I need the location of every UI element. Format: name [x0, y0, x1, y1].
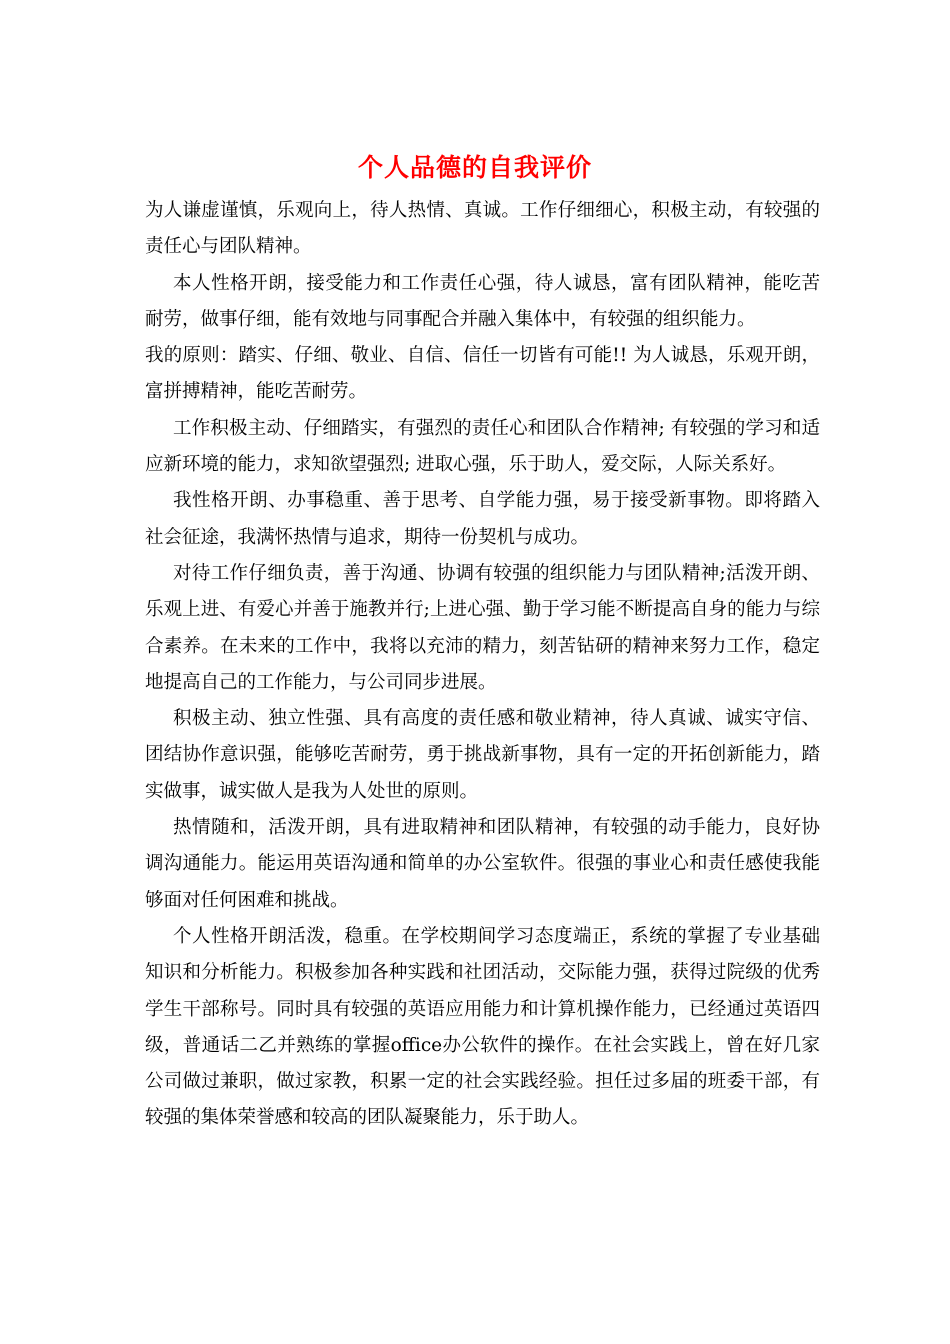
paragraph-2: 本人性格开朗，接受能力和工作责任心强，待人诚恳，富有团队精神，能吃苦耐劳，做事仔细，能有效地与同事配合并融入集体中，有较强的组织能力。: [145, 272, 820, 330]
document-body: [145, 193, 820, 1137]
paragraph-7: 积极主动、独立性强、具有高度的责任感和敬业精神，待人真诚、诚实守信、团结协作意识强，能够吃苦耐劳，勇于挑战新事物，具有一定的开拓创新能力，踏实做事，诚实做人是我为人处世的原则。: [145, 708, 820, 802]
paragraph-8: 热情随和，活泼开朗，具有进取精神和团队精神，有较强的动手能力，良好协调沟通能力。能运用英语沟通和简单的办公室软件。很强的事业心和责任感使我能够面对任何困难和挑战。: [145, 817, 820, 911]
paragraph-1: 为人谦虚谨慎，乐观向上，待人热情、真诚。工作仔细细心，积极主动，有较强的责任心与团队精神。: [145, 200, 820, 258]
paragraph-5: 我性格开朗、办事稳重、善于思考、自学能力强，易于接受新事物。即将踏入社会征途，我满怀热情与追求，期待一份契机与成功。: [145, 490, 820, 548]
paragraph-4: 工作积极主动、仔细踏实，有强烈的责任心和团队合作精神; 有较强的学习和适应新环境的能力，求知欲望强烈; 进取心强，乐于助人，爱交际，人际关系好。: [145, 417, 820, 476]
paragraph-9: 个人性格开朗活泼，稳重。在学校期间学习态度端正，系统的掌握了专业基础知识和分析能力。积极参加各种实践和社团活动，交际能力强，获得过院级的优秀学生干部称号。同时具有较强的英语应用能力和计算机操作能力，已经通过英语四级，普通话二乙并熟练的掌握office办公软件的操作。在社会实践上，曾在好几家公司做过兼职，做过家教，积累一定的社会实践经验。担任过多届的班委干部，有较强的集体荣誉感和较高的团队凝聚能力，乐于助人。: [145, 925, 820, 1129]
paragraph-3: 我的原则：踏实、仔细、敬业、自信、信任一切皆有可能!! 为人诚恳，乐观开朗，富拼搏精神，能吃苦耐劳。: [145, 345, 820, 403]
paragraph-6: 对待工作仔细负责，善于沟通、协调有较强的组织能力与团队精神;活泼开朗、乐观上进、有爱心并善于施教并行;上进心强、勤于学习能不断提高自身的能力与综合素养。在未来的工作中，我将以充沛的精力，刻苦钻研的精神来努力工作，稳定地提高自己的工作能力，与公司同步进展。: [145, 562, 820, 693]
document-title: 个人品德的自我评价: [357, 153, 592, 182]
